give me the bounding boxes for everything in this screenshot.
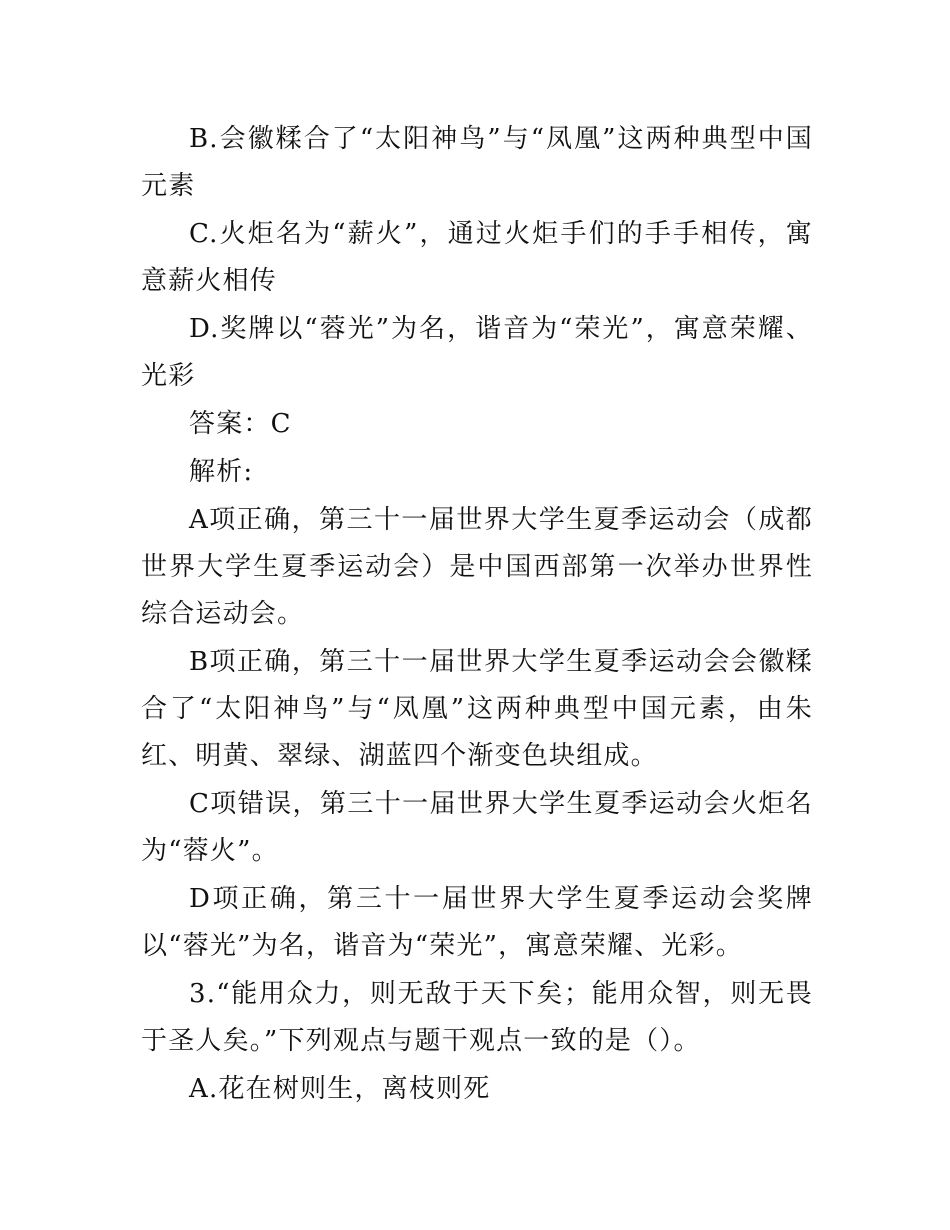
question-3-option-a: A.花在树则生，离枝则死: [189, 1074, 491, 1104]
question-3-paragraph: 3.“能用众力，则无敌于天下矣；能用众智，则无畏于圣人矣。”下列观点与题干观点一致的是（）。: [141, 979, 813, 1056]
analysis-heading: 解析:: [189, 457, 254, 487]
option-c-paragraph: C.火炬名为“薪火”，通过火炬手们的手手相传，寓意薪火相传: [141, 219, 813, 296]
analysis-c-paragraph: C项错误，第三十一届世界大学生夏季运动会火炬名为“蓉火”。: [141, 789, 813, 866]
answer-paragraph: 答案：C: [189, 409, 292, 439]
option-d-paragraph: D.奖牌以“蓉光”为名，谐音为“荣光”，寓意荣耀、光彩: [141, 314, 813, 391]
analysis-d-paragraph: D项正确，第三十一届世界大学生夏季运动会奖牌以“蓉光”为名，谐音为“荣光”，寓意荣耀、光彩。: [141, 884, 813, 961]
analysis-a-paragraph: A项正确，第三十一届世界大学生夏季运动会（成都世界大学生夏季运动会）是中国西部第一次举办世界性综合运动会。: [141, 505, 813, 629]
analysis-b-paragraph: B项正确，第三十一届世界大学生夏季运动会会徽糅合了“太阳神鸟”与“凤凰”这两种典型中国元素，由朱红、明黄、翠绿、湖蓝四个渐变色块组成。: [141, 647, 813, 771]
document-body: [141, 116, 813, 1114]
option-b-paragraph: B.会徽糅合了“太阳神鸟”与“凤凰”这两种典型中国元素: [141, 124, 813, 201]
